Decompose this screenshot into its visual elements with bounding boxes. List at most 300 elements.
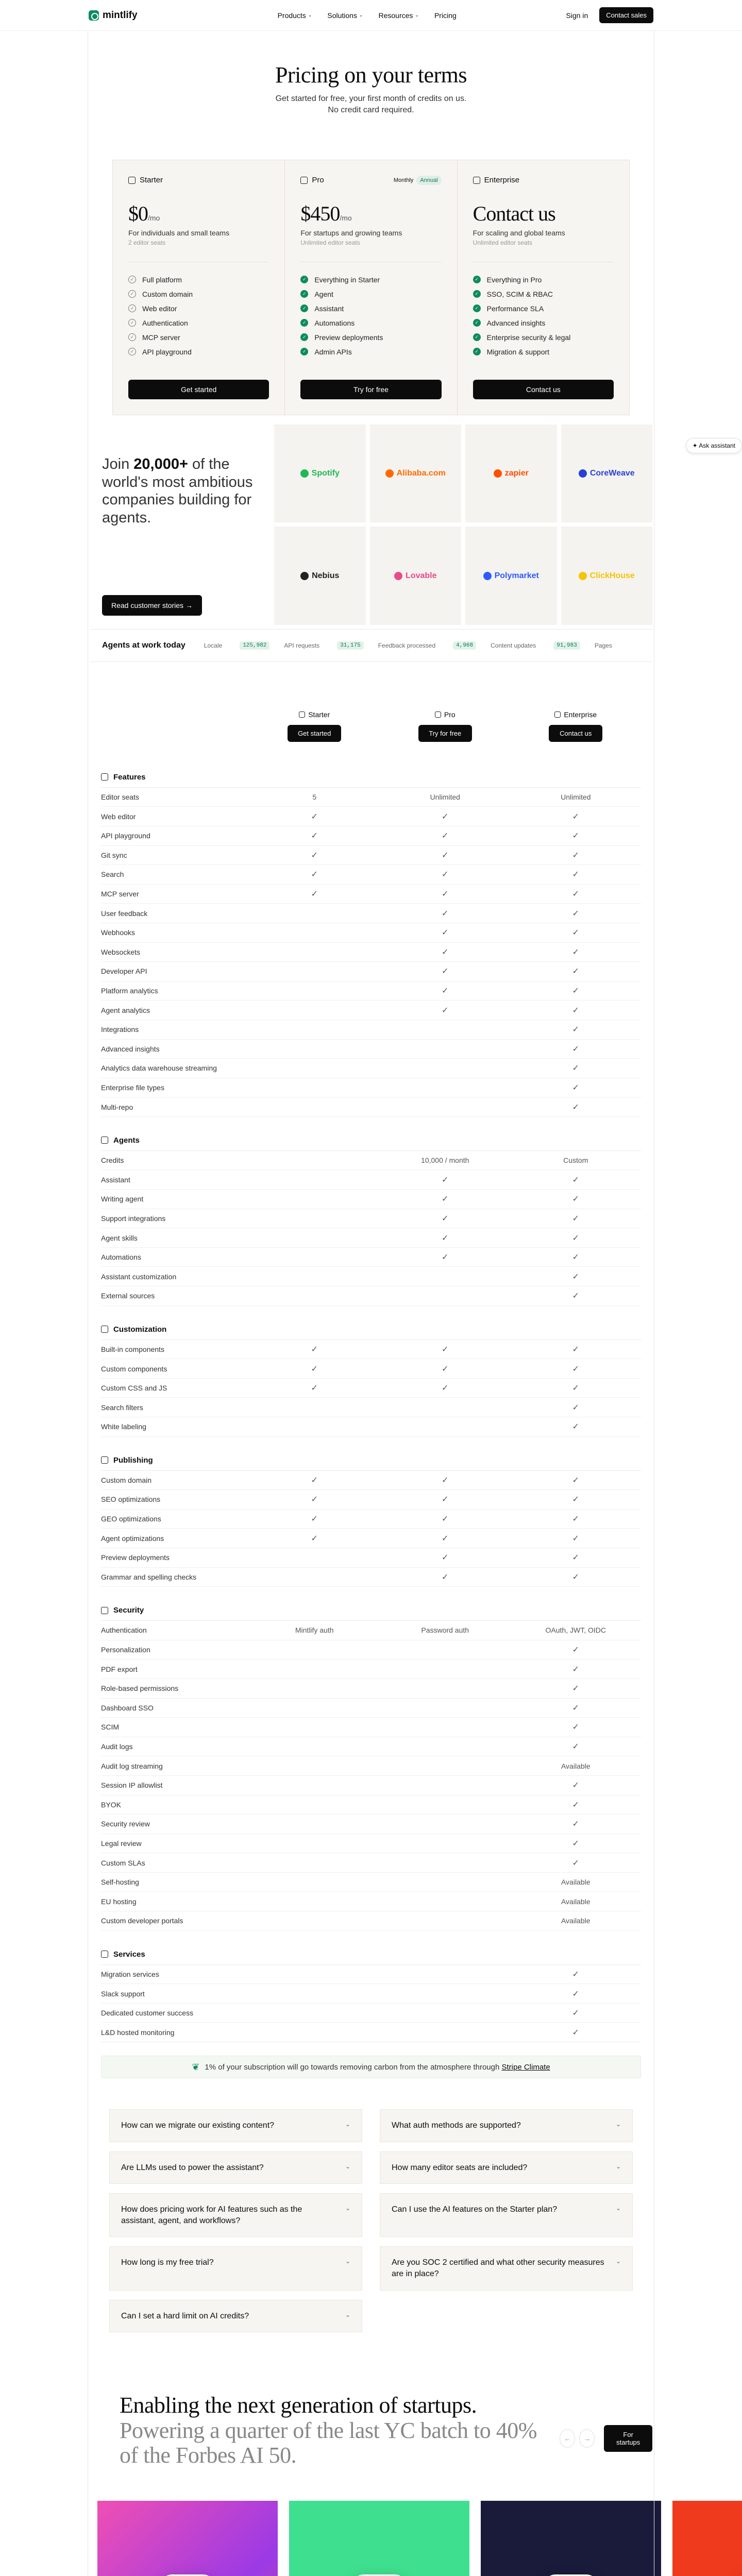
faq-item[interactable]: How many editor seats are included? ⌄: [380, 2151, 633, 2184]
check-circle-icon: ✓: [128, 333, 136, 341]
feature-value: ✓: [572, 1064, 579, 1073]
feature-name: EU hosting: [101, 1897, 137, 1906]
feature-value: ✓: [442, 947, 449, 957]
feature-value: ✓: [572, 967, 579, 976]
plan-feature: ✓ Web editor: [128, 301, 269, 316]
feature-value: ✓: [572, 1006, 579, 1015]
feature-value: Mintlify auth: [295, 1626, 334, 1635]
feature-value: ✓: [442, 1195, 449, 1204]
table-row: [101, 1190, 641, 1209]
feature-value: ✓: [572, 1970, 579, 1979]
feature-name: PDF export: [101, 1665, 138, 1673]
feature-value: ✓: [572, 812, 579, 821]
plan-feature: ✓ Authentication: [128, 316, 269, 330]
feature-value: ✓: [572, 1742, 579, 1752]
chevron-down-icon: ⌄: [345, 2258, 350, 2265]
table-row: [101, 1097, 641, 1117]
plan-icon: [299, 711, 305, 718]
plan-feature: ✓ Custom domain: [128, 287, 269, 301]
check-circle-icon: ✓: [128, 319, 136, 327]
check-circle-icon: ✓: [300, 290, 308, 298]
feature-value: ✓: [572, 1572, 579, 1582]
feature-name: BYOK: [101, 1800, 121, 1809]
faq-item[interactable]: How does pricing work for AI features such as the assistant, agent, and workflows? ⌄: [109, 2193, 362, 2237]
plan-feature: ✓ Enterprise security & legal: [473, 330, 614, 345]
section-icon: [101, 1456, 108, 1464]
feature-name: Migration services: [101, 1970, 159, 1978]
feature-name: Custom developer portals: [101, 1917, 183, 1925]
feature-value: ✓: [442, 1364, 449, 1374]
feature-value: ✓: [572, 1820, 579, 1829]
logo[interactable]: mintlify: [89, 10, 138, 21]
feature-name: MCP server: [101, 890, 139, 899]
faq-item[interactable]: Are you SOC 2 certified and what other security measures are in place? ⌄: [380, 2246, 633, 2290]
feature-value: ✓: [572, 1195, 579, 1204]
feature-value: ✓: [311, 870, 318, 879]
table-row: [101, 1737, 641, 1757]
table-row: [101, 1359, 641, 1379]
table-row: [101, 846, 641, 866]
feature-value: ✓: [572, 1364, 579, 1374]
ask-assistant-button[interactable]: ✦ Ask assistant: [686, 438, 742, 453]
customer-logo[interactable]: zapier: [465, 425, 557, 523]
table-row: [101, 1490, 641, 1510]
chevron-down-icon: ⌄: [615, 2121, 621, 2128]
feature-value: ✓: [311, 832, 318, 841]
check-circle-icon: ✓: [128, 276, 136, 283]
chevron-down-icon: ⌄: [345, 2311, 350, 2318]
read-customer-stories-button[interactable]: Read customer stories →: [102, 595, 202, 616]
table-row: [101, 1020, 641, 1040]
table-row: [101, 1228, 641, 1248]
feature-value: ✓: [442, 812, 449, 821]
feature-value: ✓: [572, 1684, 579, 1693]
table-row: [101, 1640, 641, 1660]
feature-value: Unlimited: [430, 793, 460, 802]
chevron-down-icon: ⌄: [345, 2162, 350, 2170]
table-row: [101, 885, 641, 904]
stripe-climate-link[interactable]: Stripe Climate: [501, 2062, 550, 2072]
stat-value: 4,968: [453, 641, 476, 650]
feature-value: ✓: [311, 1495, 318, 1504]
feature-value: ✓: [572, 1476, 579, 1485]
check-circle-icon: ✓: [300, 348, 308, 355]
feature-name: Security review: [101, 1820, 150, 1828]
feature-name: Assistant customization: [101, 1272, 177, 1281]
plan-name: Pro: [312, 176, 324, 185]
feature-value: Unlimited: [561, 793, 591, 802]
comparison-header: [101, 710, 641, 760]
plan-card-starter: [113, 160, 285, 415]
plan-price: Contact us: [473, 201, 555, 225]
plan-icon: [435, 711, 441, 718]
table-row: [101, 1170, 641, 1190]
stat-value: 125,982: [240, 641, 269, 650]
table-row: [101, 1756, 641, 1776]
feature-name: Custom CSS and JS: [101, 1384, 167, 1393]
table-row: [101, 923, 641, 943]
nav-solutions[interactable]: Solutions ⌄: [327, 11, 363, 20]
feature-value: ✓: [442, 1253, 449, 1262]
table-row: [101, 1965, 641, 1985]
feature-value: ✓: [572, 1233, 579, 1243]
sparkle-icon: ✦: [692, 442, 698, 449]
table-row: [101, 2023, 641, 2042]
billing-toggle[interactable]: Monthly Annual: [394, 176, 442, 185]
table-row: [101, 1815, 641, 1834]
nav-resources[interactable]: Resources ⌄: [378, 11, 419, 20]
faq-item[interactable]: Can I set a hard limit on AI credits? ⌄: [109, 2300, 362, 2333]
feature-value: ✓: [311, 812, 318, 821]
plan-features: [473, 262, 614, 359]
feature-name: Web editor: [101, 812, 136, 821]
plan-seats: 2 editor seats: [128, 239, 166, 246]
column-cta-button[interactable]: Get started: [288, 725, 341, 742]
feature-value: Available: [561, 1917, 591, 1925]
feature-name: Slack support: [101, 1989, 145, 1998]
feature-value: ✓: [311, 1364, 318, 1374]
plan-icon: [300, 177, 308, 184]
feature-name: Enterprise file types: [101, 1083, 164, 1092]
feature-value: ✓: [442, 1476, 449, 1485]
plan-icon: [128, 177, 136, 184]
startups-heading: Enabling the next generation of startups. Powering a quarter of the last YC batch to 40% of the Forbes AI 50.: [120, 2393, 537, 2468]
table-row: [101, 1001, 641, 1020]
feature-value: ✓: [572, 1345, 579, 1354]
agents-title: Agents at work today: [102, 640, 185, 650]
feature-value: ✓: [442, 909, 449, 918]
customer-logo[interactable]: ClickHouse: [561, 527, 653, 625]
feature-value: ✓: [442, 1384, 449, 1393]
feature-name: User feedback: [101, 909, 148, 918]
feature-name: Custom SLAs: [101, 1858, 145, 1867]
feature-value: ✓: [572, 832, 579, 841]
feature-value: Available: [561, 1897, 591, 1906]
plan-feature: ✓ Assistant: [300, 301, 441, 316]
table-row: [101, 1718, 641, 1737]
plan-cta-button[interactable]: Get started: [128, 380, 269, 399]
feature-value: ✓: [572, 1025, 579, 1035]
plan-feature: ✓ Full platform: [128, 273, 269, 287]
check-circle-icon: ✓: [473, 319, 481, 327]
plan-header: [300, 175, 441, 186]
plan-price: $0/mo: [128, 201, 160, 225]
table-row: [101, 1776, 641, 1795]
column-title: Enterprise: [554, 710, 597, 719]
feature-name: Agent optimizations: [101, 1534, 164, 1543]
feature-name: Credits: [101, 1156, 124, 1165]
feature-name: Authentication: [101, 1626, 147, 1635]
table-row: [101, 1209, 641, 1229]
section-services: Services: [101, 1944, 641, 1965]
plan-description: For scaling and global teams: [473, 228, 565, 237]
plan-card-pro: [285, 160, 457, 415]
leaf-icon: ❦: [192, 2061, 200, 2072]
check-circle-icon: ✓: [473, 348, 481, 355]
plan-features: [128, 262, 269, 359]
table-row: [101, 1510, 641, 1529]
faq-item[interactable]: Can I use the AI features on the Starter plan? ⌄: [380, 2193, 633, 2237]
stat-value: 91,983: [553, 641, 580, 650]
feature-value: ✓: [442, 870, 449, 879]
customer-logo[interactable]: Lovable: [370, 527, 462, 625]
feature-name: Websockets: [101, 947, 140, 956]
column-cta-button[interactable]: Contact us: [549, 725, 602, 742]
table-row: [101, 1267, 641, 1286]
feature-name: API playground: [101, 832, 150, 840]
plan-feature: ✓ MCP server: [128, 330, 269, 345]
table-row: [101, 1248, 641, 1267]
feature-value: ✓: [442, 832, 449, 841]
plan-feature: ✓ Agent: [300, 287, 441, 301]
customer-logo[interactable]: Alibaba.com: [370, 425, 462, 523]
faq-item[interactable]: What auth methods are supported? ⌄: [380, 2109, 633, 2142]
section-icon: [101, 1951, 108, 1958]
feature-value: ✓: [442, 928, 449, 938]
feature-value: ✓: [572, 1103, 579, 1112]
feature-name: Search: [101, 870, 124, 879]
plan-feature: ✓ Performance SLA: [473, 301, 614, 316]
plan-cta-button[interactable]: Contact us: [473, 380, 614, 399]
feature-name: SEO optimizations: [101, 1495, 161, 1504]
plan-seats: Unlimited editor seats: [473, 239, 533, 246]
table-row: [101, 1853, 641, 1873]
table-row: [101, 1286, 641, 1306]
nav-products[interactable]: Products ⌄: [277, 11, 312, 20]
feature-name: Webhooks: [101, 928, 135, 937]
feature-value: ✓: [572, 1858, 579, 1868]
table-row: [101, 1471, 641, 1490]
feature-name: Git sync: [101, 851, 127, 859]
plan-name: Enterprise: [484, 176, 520, 185]
for-startups-button[interactable]: For startups: [604, 2425, 652, 2452]
card-image: [672, 2501, 742, 2576]
feature-name: Self-hosting: [101, 1878, 139, 1887]
plan-icon: [473, 177, 480, 184]
feature-value: ✓: [442, 1233, 449, 1243]
feature-value: ✓: [572, 1495, 579, 1504]
pricing-plans: [112, 160, 630, 415]
faq-item[interactable]: Are LLMs used to power the assistant? ⌄: [109, 2151, 362, 2184]
feature-value: Password auth: [421, 1626, 469, 1635]
check-circle-icon: ✓: [473, 276, 481, 283]
feature-name: Automations: [101, 1253, 141, 1262]
chevron-down-icon: ⌄: [345, 2121, 350, 2128]
feature-name: Personalization: [101, 1646, 150, 1654]
table-row: [101, 1340, 641, 1360]
feature-name: Multi-repo: [101, 1103, 133, 1111]
mintlify-logo-icon: [89, 10, 99, 21]
table-row: [101, 943, 641, 962]
feature-name: Dashboard SSO: [101, 1703, 154, 1712]
top-navigation: [0, 0, 742, 31]
feature-value: ✓: [572, 2009, 579, 2018]
table-row: [101, 1151, 641, 1171]
feature-value: ✓: [572, 1665, 579, 1674]
table-row: [101, 865, 641, 885]
agent-stat: Locale 125,982: [204, 641, 270, 650]
chevron-down-icon: ⌄: [615, 2205, 621, 2212]
feature-value: ✓: [572, 2028, 579, 2037]
section-icon: [101, 773, 108, 781]
column-title: Starter: [299, 710, 330, 719]
nav-pricing[interactable]: Pricing: [434, 11, 457, 20]
faq-item[interactable]: How can we migrate our existing content? ⌄: [109, 2109, 362, 2142]
feature-name: Grammar and spelling checks: [101, 1572, 197, 1581]
feature-name: Developer API: [101, 967, 147, 976]
nav-links: [278, 11, 457, 20]
table-row: [101, 1417, 641, 1437]
feature-value: ✓: [442, 1175, 449, 1184]
table-row: [101, 1621, 641, 1640]
check-circle-icon: ✓: [473, 304, 481, 312]
feature-value: ✓: [442, 1553, 449, 1563]
table-row: [101, 981, 641, 1001]
feature-name: Custom components: [101, 1364, 167, 1373]
customers-intro: [90, 420, 274, 629]
startup-card[interactable]: [672, 2501, 742, 2576]
table-row: [101, 1892, 641, 1911]
chevron-down-icon: ⌄: [359, 12, 363, 18]
feature-value: ✓: [311, 851, 318, 860]
agent-stat: Content updates 91,983: [491, 641, 580, 650]
carousel-prev-button[interactable]: ←: [560, 2429, 575, 2448]
check-circle-icon: ✓: [473, 290, 481, 298]
feature-name: White labeling: [101, 1422, 146, 1431]
table-row: [101, 1699, 641, 1718]
table-row: [101, 1984, 641, 2004]
stat-value: 31,175: [337, 641, 364, 650]
customer-logo[interactable]: CoreWeave: [561, 425, 653, 523]
feature-value: ✓: [572, 1253, 579, 1262]
feature-value: ✓: [311, 1534, 318, 1543]
feature-value: ✓: [572, 1515, 579, 1524]
feature-name: Assistant: [101, 1175, 130, 1184]
table-row: [101, 1679, 641, 1699]
feature-name: Audit log streaming: [101, 1761, 163, 1770]
column-pro: [380, 710, 511, 760]
customer-logo[interactable]: Spotify: [274, 425, 366, 523]
table-row: [101, 1834, 641, 1854]
feature-value: ✓: [311, 890, 318, 899]
annual-badge: Annual: [416, 176, 441, 185]
feature-value: ✓: [311, 1345, 318, 1354]
feature-value: ✓: [442, 1515, 449, 1524]
feature-name: External sources: [101, 1292, 155, 1300]
column-title: Pro: [435, 710, 456, 719]
plan-feature: ✓ Everything in Starter: [300, 273, 441, 287]
table-row: [101, 904, 641, 923]
section-security: Security: [101, 1600, 641, 1621]
feature-name: GEO optimizations: [101, 1515, 161, 1523]
feature-value: ✓: [572, 1553, 579, 1563]
feature-value: ✓: [311, 1515, 318, 1524]
table-row: [101, 1059, 641, 1078]
section-icon: [101, 1607, 108, 1614]
agent-stat: Pages: [594, 641, 612, 649]
feature-name: Support integrations: [101, 1214, 166, 1223]
table-row: [101, 1379, 641, 1398]
table-row: [101, 1398, 641, 1417]
feature-value: ✓: [442, 1345, 449, 1354]
feature-value: ✓: [572, 1646, 579, 1655]
column-enterprise: [511, 710, 642, 760]
customer-logo[interactable]: Nebius: [274, 527, 366, 625]
feature-name: Writing agent: [101, 1195, 144, 1204]
table-row: [101, 1795, 641, 1815]
plan-header: [128, 175, 269, 186]
plan-features: [300, 262, 441, 359]
feature-value: ✓: [572, 909, 579, 918]
table-row: [101, 1568, 641, 1587]
feature-value: ✓: [572, 1403, 579, 1412]
section-features: Features: [101, 767, 641, 788]
feature-value: ✓: [572, 928, 579, 938]
feature-name: Integrations: [101, 1025, 139, 1034]
feature-value: ✓: [311, 1384, 318, 1393]
feature-value: ✓: [572, 1044, 579, 1054]
feature-value: ✓: [572, 1703, 579, 1713]
plan-description: For startups and growing teams: [300, 228, 402, 237]
chevron-down-icon: ⌄: [345, 2205, 350, 2212]
faq-item[interactable]: How long is my free trial? ⌄: [109, 2246, 362, 2290]
feature-value: ✓: [572, 1292, 579, 1301]
feature-value: ✓: [572, 947, 579, 957]
climate-banner: [101, 2056, 641, 2078]
check-circle-icon: ✓: [300, 304, 308, 312]
customers-heading: Join 20,000+ of the world's most ambitious companies building for agents.: [102, 455, 253, 527]
agent-stat: API requests 31,175: [284, 641, 363, 650]
check-circle-icon: ✓: [128, 290, 136, 298]
feature-value: Available: [561, 1761, 591, 1770]
customer-logo[interactable]: Polymarket: [465, 527, 557, 625]
feature-value: Custom: [563, 1156, 588, 1165]
feature-value: ✓: [572, 987, 579, 996]
feature-name: Custom domain: [101, 1476, 152, 1484]
column-cta-button[interactable]: Try for free: [418, 725, 472, 742]
climate-text: 1% of your subscription will go towards removing carbon from the atmosphere through Stripe Climate: [205, 2062, 550, 2072]
feature-value: ✓: [572, 890, 579, 899]
feature-value: ✓: [572, 1781, 579, 1790]
feature-value: ✓: [442, 1495, 449, 1504]
plan-feature: ✓ API playground: [128, 345, 269, 359]
sign-in-link[interactable]: Sign in: [566, 11, 588, 20]
feature-value: ✓: [572, 1272, 579, 1281]
plan-icon: [554, 711, 561, 718]
plan-card-enterprise: [458, 160, 629, 415]
table-row: [101, 2004, 641, 2023]
plan-seats: Unlimited editor seats: [300, 239, 360, 246]
section-publishing: Publishing: [101, 1450, 641, 1471]
plan-feature: ✓ Everything in Pro: [473, 273, 614, 287]
section-customization: Customization: [101, 1319, 641, 1340]
contact-sales-button[interactable]: Contact sales: [599, 7, 653, 23]
check-circle-icon: ✓: [300, 319, 308, 327]
table-row: [101, 1040, 641, 1059]
feature-name: Agent analytics: [101, 1006, 150, 1014]
plan-feature: ✓ Automations: [300, 316, 441, 330]
check-circle-icon: ✓: [128, 348, 136, 355]
chevron-down-icon: ⌄: [308, 12, 312, 18]
check-circle-icon: ✓: [300, 333, 308, 341]
feature-value: ✓: [572, 851, 579, 860]
plan-cta-button[interactable]: Try for free: [300, 380, 441, 399]
carousel-next-button[interactable]: →: [579, 2429, 595, 2448]
feature-name: Advanced insights: [101, 1044, 160, 1053]
feature-value: ✓: [572, 1214, 579, 1223]
plan-feature: ✓ Advanced insights: [473, 316, 614, 330]
plan-feature: ✓ SSO, SCIM & RBAC: [473, 287, 614, 301]
